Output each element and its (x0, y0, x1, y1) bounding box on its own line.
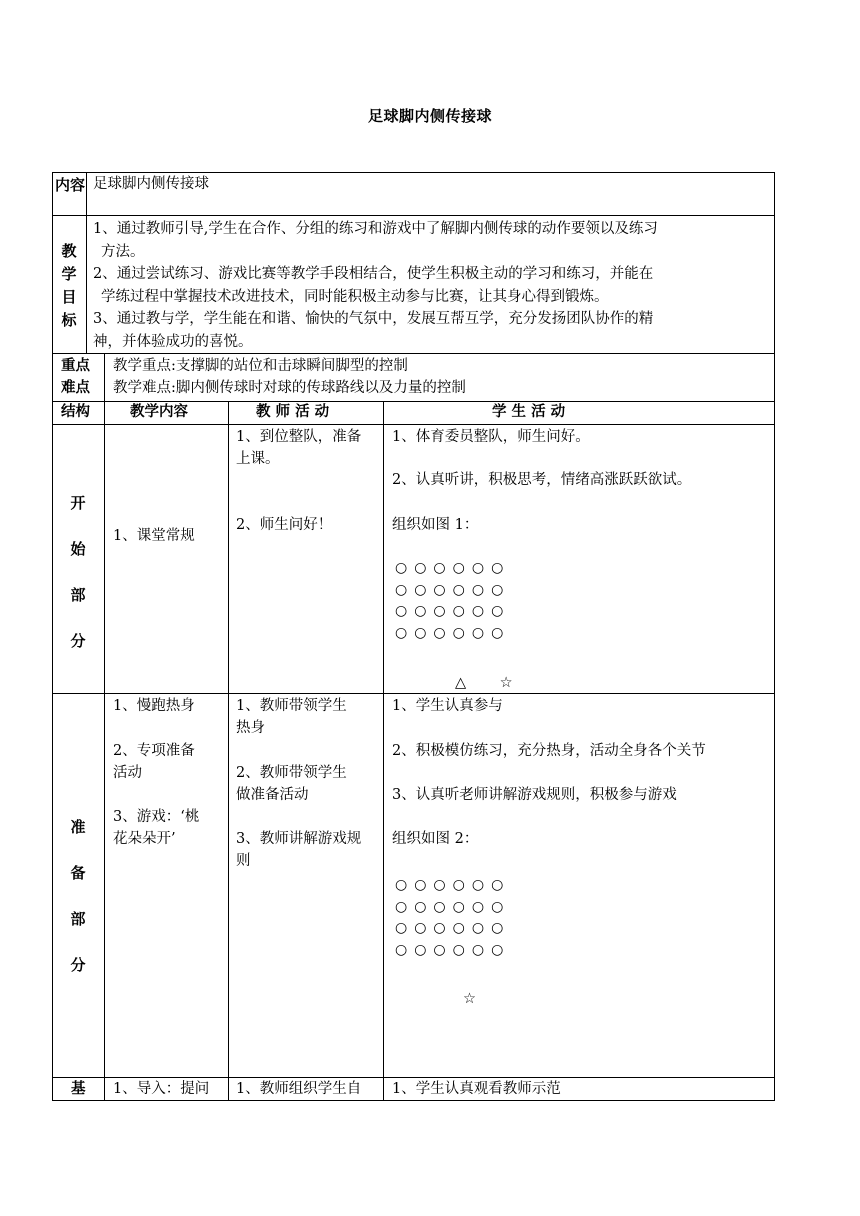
prep-student-1: 1、学生认真参与 (392, 698, 503, 714)
divider (52, 1100, 775, 1101)
formation-1: ○○○○○○ ○○○○○○ ○○○○○○ ○○○○○○ (395, 560, 511, 641)
formation-2: ○○○○○○ ○○○○○○ ○○○○○○ ○○○○○○ (395, 877, 511, 958)
basic-student: 1、学生认真观看教师示范 (392, 1081, 561, 1097)
content-label: 内容 (55, 176, 86, 194)
divider (104, 353, 105, 401)
prep-teacher-1b: 热身 (236, 720, 265, 736)
formation-2-mark: ☆ (463, 991, 476, 1007)
focus-label: 重点 (61, 358, 90, 374)
divider (52, 693, 775, 694)
goal-item: 1、通过教师引导,学生在合作、分组的练习和游戏中了解脚内侧传球的动作要领以及练习 方法。 (93, 221, 658, 260)
divider (86, 172, 87, 353)
prep-content-3: 3、游戏：‘桃 (113, 809, 200, 825)
prep-content-1: 1、慢跑热身 (113, 698, 195, 714)
goal-item: 3、通过教与学，学生能在和谐、愉快的气氛中，发展互帮互学，充分发扬团队协作的精 神，并体验成功的喜悦。 (93, 311, 654, 350)
goals-label: 教学目标 (61, 242, 77, 329)
divider (228, 401, 229, 1100)
basic-content: 1、导入：提问 (113, 1081, 210, 1097)
goal-item: 2、通过尝试练习、游戏比赛等教学手段相结合，使学生积极主动的学习和练习，并能在 学练过程中掌握技术改进技术，同时能积极主动参与比赛，让其身心得到锻炼。 (93, 266, 654, 305)
difficulty-text: 教学难点:脚内侧传球时对球的传球路线以及力量的控制 (113, 380, 466, 396)
header-teacher: 教 师 活 动 (256, 404, 330, 420)
basic-teacher: 1、教师组织学生自 (236, 1081, 362, 1097)
prep-content-3b: 花朵朵开’ (113, 831, 176, 847)
divider (52, 353, 775, 354)
key-point-text: 教学重点:支撑脚的站位和击球瞬间脚型的控制 (113, 358, 408, 374)
prep-content-2b: 活动 (113, 765, 142, 781)
header-student: 学 生 活 动 (492, 404, 566, 420)
opening-student-3: 组织如图 1： (392, 517, 479, 533)
opening-label: 开 始 部 分 (70, 494, 86, 650)
opening-teacher-2: 2、师生问好！ (236, 517, 333, 533)
prep-teacher-3: 3、教师讲解游戏规 (236, 831, 362, 847)
opening-teacher-1: 1、到位整队，准备 (236, 429, 362, 445)
prep-student-2: 2、积极模仿练习，充分热身，活动全身各个关节 (392, 743, 706, 759)
preparation-label: 准 备 部 分 (70, 818, 86, 974)
header-content: 教学内容 (130, 404, 188, 420)
opening-content: 1、课堂常规 (113, 528, 195, 544)
prep-teacher-2: 2、教师带领学生 (236, 765, 347, 781)
prep-teacher-3b: 则 (236, 853, 251, 869)
prep-teacher-2b: 做准备活动 (236, 787, 309, 803)
divider (383, 401, 384, 1100)
prep-student-3: 3、认真听老师讲解游戏规则，积极参与游戏 (392, 787, 677, 803)
opening-teacher-1b: 上课。 (236, 451, 280, 467)
formation-1-marks: △ ☆ (455, 675, 516, 691)
prep-student-4: 组织如图 2： (392, 831, 479, 847)
prep-content-2: 2、专项准备 (113, 743, 195, 759)
difficulty-label: 难点 (61, 380, 90, 396)
prep-teacher-1: 1、教师带领学生 (236, 698, 347, 714)
divider (52, 215, 775, 216)
page-title: 足球脚内侧传接球 (367, 107, 492, 125)
divider (52, 424, 775, 425)
basic-label: 基 (71, 1081, 86, 1097)
divider (104, 401, 105, 1100)
header-structure: 结构 (61, 404, 90, 420)
opening-student-2: 2、认真听讲，积极思考，情绪高涨跃跃欲试。 (392, 472, 692, 488)
opening-student-1: 1、体育委员整队，师生问好。 (392, 429, 590, 445)
content-text: 足球脚内侧传接球 (93, 176, 209, 192)
goals-text (93, 218, 773, 353)
